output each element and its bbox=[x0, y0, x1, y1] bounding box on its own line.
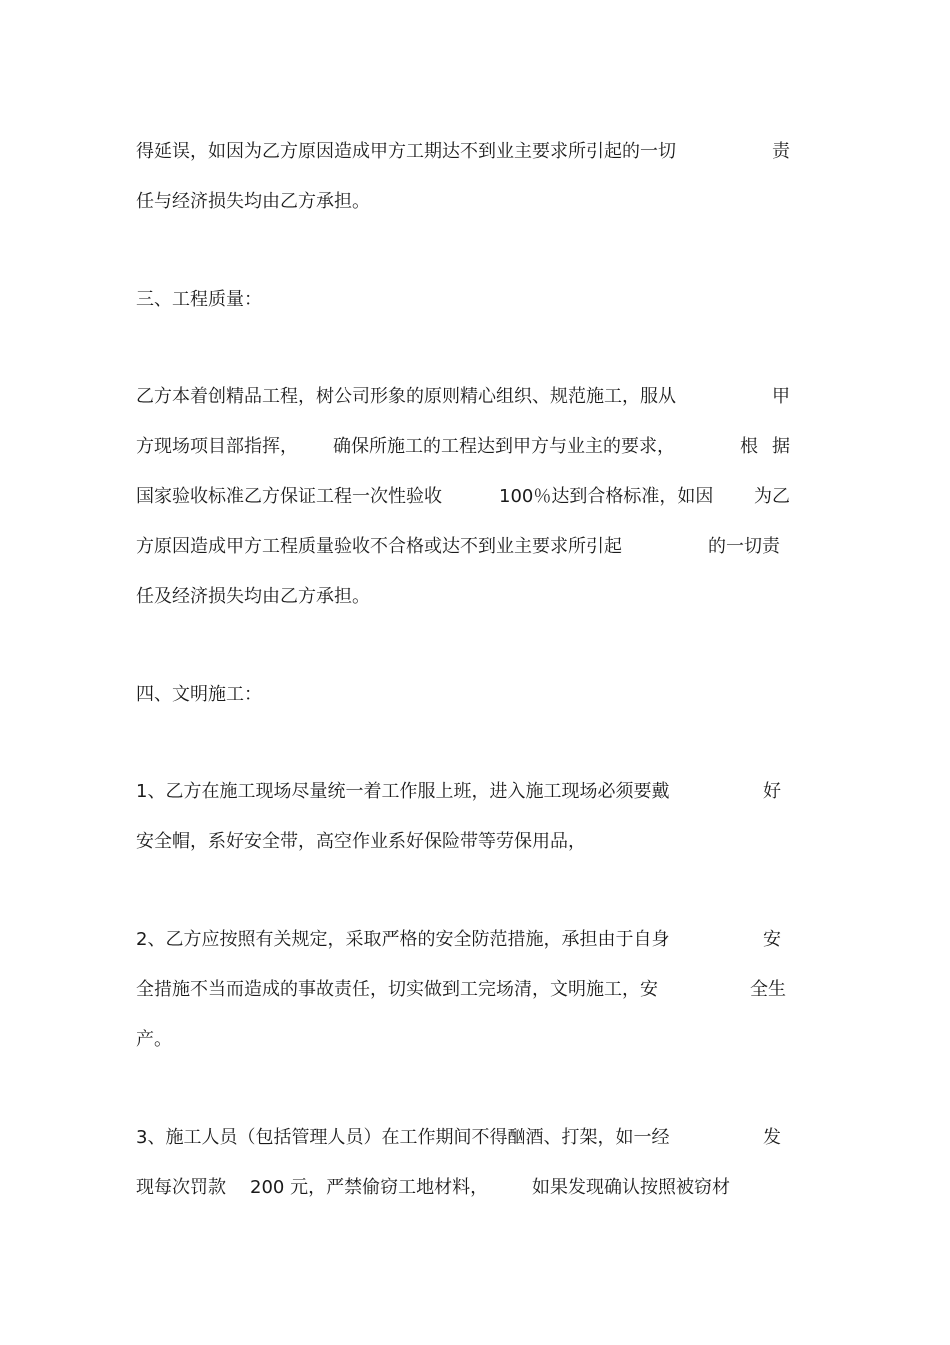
list-item-line bbox=[136, 827, 796, 857]
text-segment: 全措施不当而造成的事故责任，切实做到工完场清，文明施工，安 bbox=[136, 979, 658, 1000]
list-item-line bbox=[136, 925, 796, 955]
text-segment: 得延误，如因为乙方原因造成甲方工期达不到业主要求所引起的一切 bbox=[136, 141, 676, 162]
text-segment: 任及经济损失均由乙方承担。 bbox=[136, 586, 370, 607]
text-segment: 2、乙方应按照有关规定，采取严格的安全防范措施，承担由于自身 bbox=[136, 929, 670, 950]
text-segment: 据 bbox=[772, 436, 790, 457]
paragraph-line bbox=[136, 137, 796, 167]
text-segment: 发 bbox=[763, 1127, 781, 1148]
list-item-line bbox=[136, 777, 796, 807]
text-segment: 1、乙方在施工现场尽量统一着工作服上班，进入施工现场必须要戴 bbox=[136, 781, 670, 802]
text-segment: 好 bbox=[763, 781, 781, 802]
text-segment: 200 元，严禁偷窃工地材料， bbox=[250, 1177, 489, 1198]
text-segment: 如果发现确认按照被窃材 bbox=[532, 1177, 730, 1198]
text-segment: 现每次罚款 bbox=[136, 1177, 226, 1198]
text-segment: 方原因造成甲方工程质量验收不合格或达不到业主要求所引起 bbox=[136, 536, 622, 557]
text-segment: 确保所施工的工程达到甲方与业主的要求， bbox=[333, 436, 675, 457]
section-heading-civilized-construction: 四、文明施工： bbox=[136, 684, 262, 705]
text-segment: 为乙 bbox=[754, 486, 790, 507]
list-item-line bbox=[136, 1173, 796, 1203]
text-segment: 100％达到合格标准，如因 bbox=[499, 486, 714, 507]
text-segment: 3、施工人员（包括管理人员）在工作期间不得酗酒、打架，如一经 bbox=[136, 1127, 670, 1148]
paragraph-line bbox=[136, 532, 796, 562]
text-segment: 根 bbox=[740, 436, 758, 457]
text-segment: 产。 bbox=[136, 1029, 172, 1050]
text-segment: 乙方本着创精品工程，树公司形象的原则精心组织、规范施工，服从 bbox=[136, 386, 676, 407]
section-heading-quality: 三、工程质量： bbox=[136, 289, 262, 310]
text-segment: 方现场项目部指挥， bbox=[136, 436, 298, 457]
paragraph-line bbox=[136, 432, 796, 462]
list-item-line bbox=[136, 1025, 796, 1055]
paragraph-line bbox=[136, 582, 796, 612]
text-segment: 全生 bbox=[750, 979, 786, 1000]
text-segment: 责 bbox=[772, 141, 790, 162]
list-item-line bbox=[136, 1123, 796, 1153]
text-segment: 安 bbox=[763, 929, 781, 950]
list-item-line bbox=[136, 975, 796, 1005]
paragraph-line bbox=[136, 382, 796, 412]
text-segment: 的一切责 bbox=[708, 536, 780, 557]
text-segment: 甲 bbox=[772, 386, 790, 407]
paragraph-line bbox=[136, 482, 796, 512]
text-segment: 国家验收标准乙方保证工程一次性验收 bbox=[136, 486, 442, 507]
text-segment: 安全帽，系好安全带，高空作业系好保险带等劳保用品， bbox=[136, 831, 586, 852]
paragraph-line bbox=[136, 187, 796, 217]
text-segment: 任与经济损失均由乙方承担。 bbox=[136, 191, 370, 212]
